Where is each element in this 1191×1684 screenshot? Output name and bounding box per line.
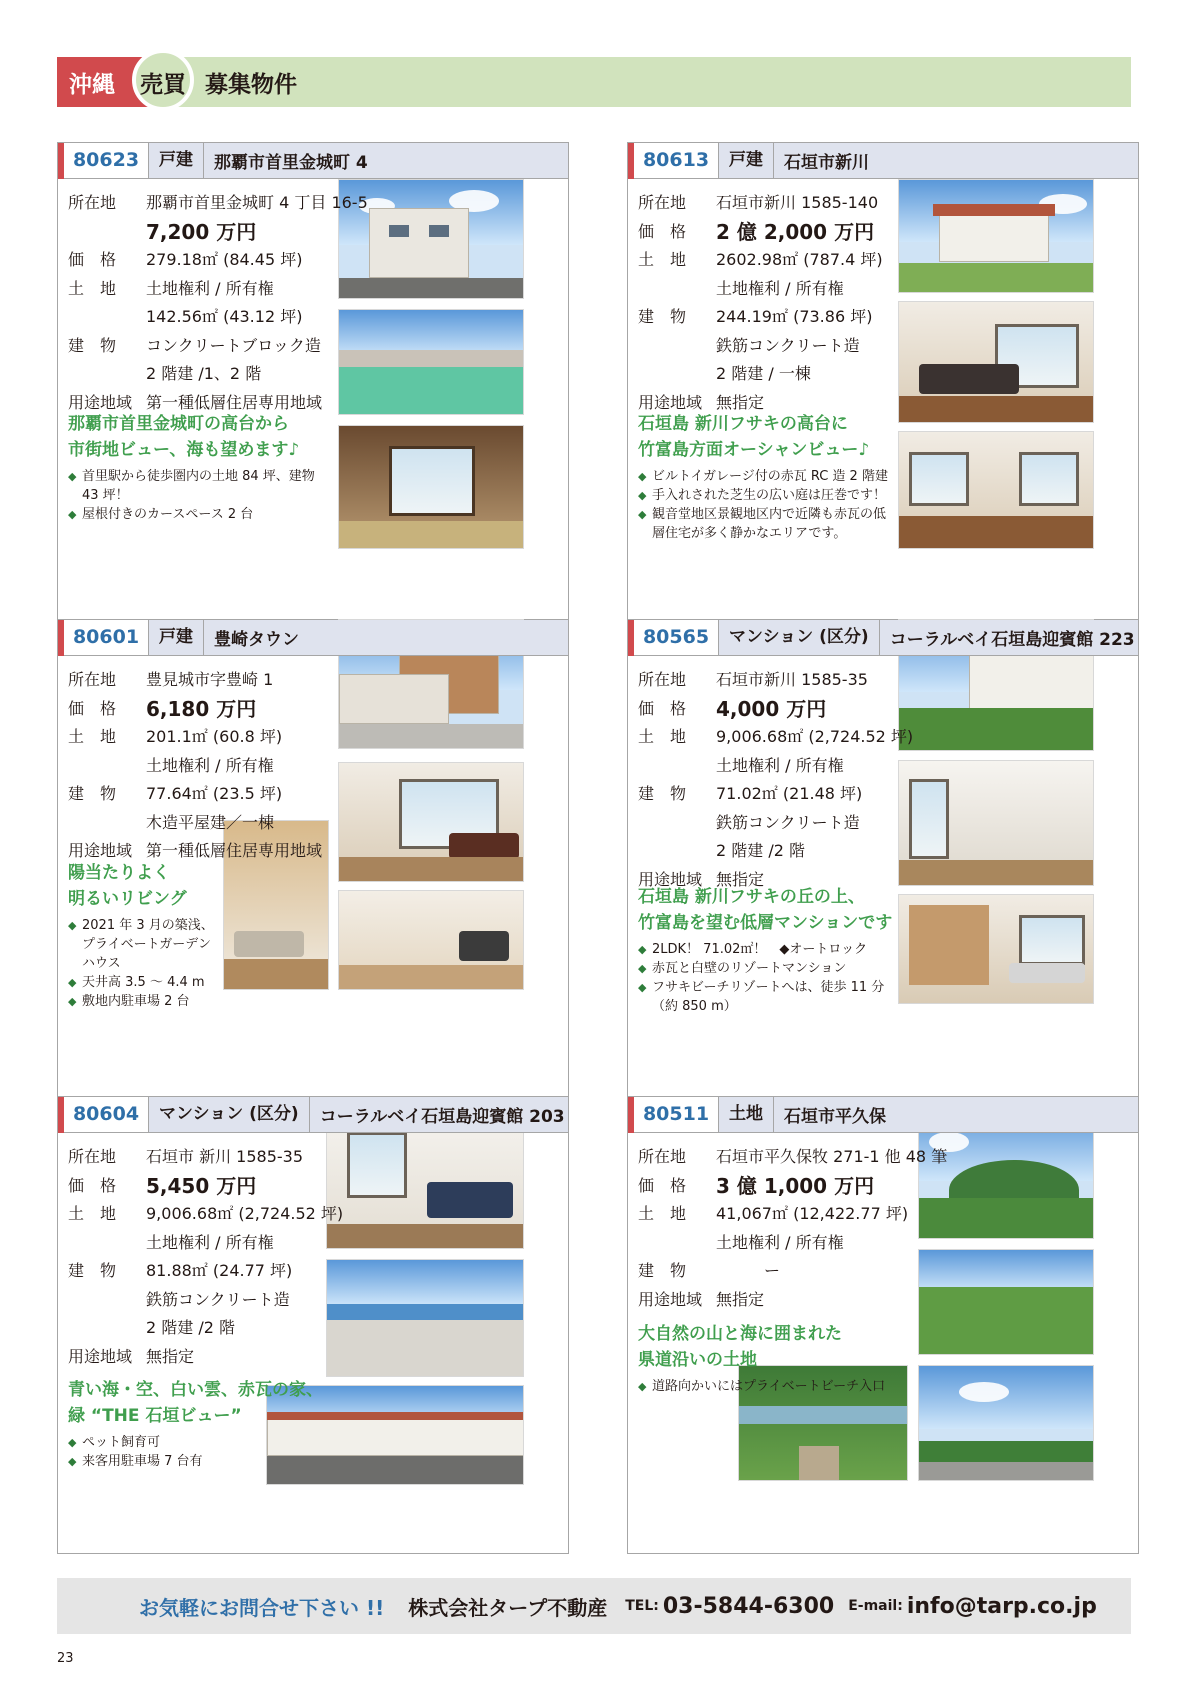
property-id[interactable]: 80565 <box>634 620 719 655</box>
spec-table <box>638 1143 948 1314</box>
spec-key: 用途地域 <box>638 392 703 412</box>
spec-key: 価 格 <box>68 698 117 718</box>
section-header <box>57 57 1131 107</box>
spec-row <box>638 1229 928 1258</box>
spec-key <box>638 275 716 304</box>
spec-key: 所在地 <box>68 193 117 212</box>
spec-row <box>68 246 358 275</box>
card-header <box>628 1097 1138 1133</box>
spec-value: 201.1㎡ (60.8 坪) <box>146 727 283 746</box>
feature-point: ◆ 赤瓦と白壁のリゾートマンション <box>638 959 893 978</box>
spec-key: 所在地 <box>638 670 687 689</box>
property-card-80601[interactable] <box>57 619 569 1097</box>
spec-row <box>638 1200 928 1229</box>
company-name: 株式会社タープ不動産 <box>408 1595 608 1620</box>
spec-key: 土 地 <box>638 1204 687 1223</box>
property-id[interactable]: 80601 <box>64 620 149 655</box>
spec-table <box>68 1143 358 1371</box>
spec-key: 価 格 <box>638 1175 687 1195</box>
spec-table <box>638 189 928 417</box>
spec-row <box>68 1143 358 1172</box>
spec-key <box>638 809 716 838</box>
property-kind: 戸建 <box>149 620 204 655</box>
headline-line: 石垣島 新川フサキの丘の上、 <box>638 887 865 907</box>
card-header <box>58 143 568 179</box>
headline-line: 石垣島 新川フサキの高台に <box>638 414 848 434</box>
spec-row <box>638 695 928 724</box>
spec-row <box>638 303 928 332</box>
spec-row <box>68 360 358 389</box>
spec-key: 所在地 <box>638 1147 687 1166</box>
contact-call-text: お気軽にお問合せ下さい !! <box>139 1595 385 1620</box>
spec-value: 279.18㎡ (84.45 坪) <box>146 250 303 269</box>
spec-key: 価 格 <box>68 250 117 269</box>
headline-line: 県道沿いの土地 <box>638 1350 757 1370</box>
feature-point: ◆ 2LDK！ 71.02㎡！ ◆オートロック <box>638 940 893 959</box>
spec-row <box>68 189 368 218</box>
spec-key: 用途地域 <box>68 841 133 860</box>
region-label: 沖縄 <box>69 72 115 98</box>
spec-key: 所在地 <box>68 670 117 689</box>
spec-row <box>68 1314 358 1343</box>
spec-key <box>68 1314 146 1343</box>
spec-row <box>638 1286 928 1315</box>
spec-row <box>68 1257 358 1286</box>
spec-value: 鉄筋コンクリート造 <box>716 812 860 832</box>
headline-line: 明るいリビング <box>68 889 187 909</box>
spec-key <box>68 1229 146 1258</box>
spec-value: コンクリートブロック造 <box>146 335 321 355</box>
headline-line: 那覇市首里金城町の高台から <box>68 414 289 434</box>
spec-row <box>638 780 928 809</box>
price-value: 4,000 万円 <box>716 696 827 721</box>
spec-key: 所在地 <box>638 193 687 212</box>
card-header <box>628 620 1138 656</box>
email-label: E-mail: <box>848 1598 903 1614</box>
spec-value: 木造平屋建／一棟 <box>146 812 275 832</box>
property-kind: マンション (区分) <box>719 620 880 655</box>
balcony-view-photo[interactable] <box>338 309 524 415</box>
spec-row <box>638 666 928 695</box>
spec-row <box>638 1172 928 1201</box>
feature-point: ◆ 道路向かいにはプライベートビーチ入口 <box>638 1377 893 1396</box>
spec-key: 価 格 <box>68 1175 117 1195</box>
property-id[interactable]: 80613 <box>634 143 719 178</box>
spec-value: 77.64㎡ (23.5 坪) <box>146 784 283 803</box>
spec-value: 142.56㎡ (43.12 坪) <box>146 307 303 326</box>
spec-key: 用途地域 <box>68 392 133 412</box>
spec-value: 244.19㎡ (73.86 坪) <box>716 307 873 326</box>
spec-row <box>638 360 928 389</box>
spec-value: 石垣市新川 1585-140 <box>716 193 879 212</box>
spec-row <box>638 189 928 218</box>
property-kind: マンション (区分) <box>149 1097 310 1132</box>
spec-value: 石垣市平久保牧 271-1 他 48 筆 <box>716 1147 948 1166</box>
spec-value: 2 階建 /1、2 階 <box>146 364 262 383</box>
spec-key <box>638 360 716 389</box>
spec-key <box>68 752 146 781</box>
property-card-80623[interactable] <box>57 142 569 620</box>
spec-row <box>638 218 928 247</box>
spec-key <box>638 752 716 781</box>
feature-point: ◆ 屋根付きのカースペース 2 台 <box>68 505 323 524</box>
spec-value: 2 階建 /2 階 <box>146 1318 236 1337</box>
headline-line: 緑 “THE 石垣ビュー” <box>68 1406 242 1426</box>
section-title: 募集物件 <box>205 72 297 98</box>
spec-key <box>68 218 146 247</box>
spec-value: 豊見城市字豊崎 1 <box>146 670 274 689</box>
spec-row <box>638 752 928 781</box>
spec-key: 建 物 <box>638 784 687 803</box>
spec-value: 土地権利 / 所有権 <box>716 278 844 298</box>
headline <box>638 1321 842 1373</box>
spec-row <box>68 666 358 695</box>
spec-row <box>68 695 358 724</box>
spec-value: 土地権利 / 所有権 <box>146 1232 274 1252</box>
page-number: 23 <box>57 1651 74 1666</box>
spec-key: 価 格 <box>638 698 687 718</box>
spec-key: 所在地 <box>68 1147 117 1166</box>
spec-key <box>68 360 146 389</box>
spec-row <box>68 809 358 838</box>
property-name: コーラルベイ石垣島迎賓館 203 <box>319 1107 565 1127</box>
spec-key: 価 格 <box>638 221 687 241</box>
property-card-80511[interactable] <box>627 1096 1139 1554</box>
kitchen-photo[interactable] <box>338 890 524 990</box>
spec-value: 41,067㎡ (12,422.77 坪) <box>716 1204 909 1223</box>
feature-points <box>638 940 893 1016</box>
feature-points <box>68 467 323 524</box>
spec-value: 2602.98㎡ (787.4 坪) <box>716 250 883 269</box>
property-card-80613[interactable] <box>627 142 1139 620</box>
feature-points <box>638 467 893 543</box>
spec-value: 鉄筋コンクリート造 <box>716 335 860 355</box>
property-card-80565[interactable] <box>627 619 1139 1097</box>
spec-value: 9,006.68㎡ (2,724.52 坪) <box>716 727 914 746</box>
spec-row <box>638 275 928 304</box>
grassland-photo[interactable] <box>918 1249 1094 1355</box>
feature-points <box>68 1433 323 1471</box>
spec-key <box>68 809 146 838</box>
property-name: 石垣市新川 <box>784 153 869 173</box>
feature-point: ◆ 2021 年 3 月の築浅、プライベートガーデンハウス <box>68 916 218 973</box>
spec-value: 2 階建 /2 階 <box>716 841 806 860</box>
spec-key <box>638 1229 716 1258</box>
feature-points <box>638 1377 893 1396</box>
spec-row <box>638 332 928 361</box>
headline-line: 竹富島方面オーシャンビュー♪ <box>638 440 870 460</box>
spec-row <box>68 752 358 781</box>
headline-line: 市街地ビュー、海も望めます♪ <box>68 440 300 460</box>
property-card-80604[interactable] <box>57 1096 569 1554</box>
spec-key: 用途地域 <box>638 1289 703 1309</box>
spec-table <box>68 189 368 417</box>
spec-value: 9,006.68㎡ (2,724.52 坪) <box>146 1204 344 1223</box>
spec-key: 建 物 <box>638 1261 687 1280</box>
price-value: 2 億 2,000 万円 <box>716 219 875 244</box>
spec-table <box>638 666 928 894</box>
living-sofa-photo[interactable] <box>338 762 524 882</box>
spec-row <box>68 1229 358 1258</box>
headline-line: 青い海・空、白い雲、赤瓦の家、 <box>68 1380 323 1400</box>
feature-point: ◆ フサキビーチリゾートへは、徒歩 11 分（約 850 m） <box>638 978 893 1016</box>
headline-line: 竹富島を望む低層マンションです <box>638 913 893 933</box>
spec-row <box>638 246 928 275</box>
spec-key: 土 地 <box>68 278 117 298</box>
card-header <box>58 620 568 656</box>
spec-row <box>68 332 358 361</box>
property-name: 石垣市平久保 <box>784 1107 886 1127</box>
property-id[interactable]: 80623 <box>64 143 149 178</box>
roadside-land-photo[interactable] <box>918 1365 1094 1481</box>
spec-value: 第一種低層住居専用地域 <box>146 841 323 860</box>
feature-point: ◆ 敷地内駐車場 2 台 <box>68 992 218 1011</box>
spec-key: 用途地域 <box>638 869 703 889</box>
condo-living-photo[interactable] <box>898 894 1094 1004</box>
headline-line: 大自然の山と海に囲まれた <box>638 1324 842 1344</box>
spec-value: 無指定 <box>146 1346 195 1366</box>
spec-value: 土地権利 / 所有権 <box>716 755 844 775</box>
spec-value: 石垣市新川 1585-35 <box>716 670 868 689</box>
price-value: 3 億 1,000 万円 <box>716 1173 875 1198</box>
spec-row <box>68 723 358 752</box>
spec-row <box>68 218 358 247</box>
spec-value: 那覇市首里金城町 4 丁目 16-5 <box>146 193 368 212</box>
tel-label: TEL: <box>625 1598 659 1614</box>
spec-key: 建 物 <box>638 307 687 326</box>
spec-key: 建 物 <box>68 784 117 803</box>
spec-row <box>638 809 928 838</box>
headline <box>638 411 869 463</box>
feature-point: ◆ 天井高 3.5 ～ 4.4 m <box>68 973 218 992</box>
tel-number[interactable]: 03-5844-6300 <box>662 1593 835 1619</box>
price-value: 6,180 万円 <box>146 696 257 721</box>
spec-key: 土 地 <box>68 1204 117 1223</box>
price-value: 7,200 万円 <box>146 219 257 244</box>
headline <box>638 884 892 936</box>
spec-row <box>638 837 928 866</box>
headline-line: 陽当たりよく <box>68 863 170 883</box>
price-value: 5,450 万円 <box>146 1173 257 1198</box>
spec-row <box>68 1286 358 1315</box>
headline <box>68 411 299 463</box>
spec-value: 土地権利 / 所有権 <box>716 1232 844 1252</box>
spec-value: 石垣市 新川 1585-35 <box>146 1147 304 1166</box>
spec-row <box>68 780 358 809</box>
card-header <box>628 143 1138 179</box>
feature-point: ◆ 手入れされた芝生の広い庭は圧巻です！ <box>638 486 893 505</box>
property-id[interactable]: 80604 <box>64 1097 149 1132</box>
spec-table <box>68 666 358 866</box>
spec-key <box>68 1286 146 1315</box>
contact-footer <box>57 1578 1131 1634</box>
feature-point: ◆ ビルトイガレージ付の赤瓦 RC 造 2 階建 <box>638 467 893 486</box>
spec-row <box>638 1257 928 1286</box>
spec-row <box>68 1200 358 1229</box>
spec-value: 鉄筋コンクリート造 <box>146 1289 290 1309</box>
property-name: 那覇市首里金城町 4 <box>214 153 368 173</box>
feature-point: ◆ ペット飼育可 <box>68 1433 323 1452</box>
feature-points <box>68 916 218 1011</box>
spec-value: 81.88㎡ (24.77 坪) <box>146 1261 293 1280</box>
spec-value: 第一種低層住居専用地域 <box>146 392 323 412</box>
spec-row <box>68 303 358 332</box>
feature-point: ◆ 観音堂地区景観地区内で近隣も赤瓦の低層住宅が多く静かなエリアです。 <box>638 505 893 543</box>
spec-value: 無指定 <box>716 1289 765 1309</box>
spec-key: 土 地 <box>638 727 687 746</box>
spec-value: ー <box>716 1261 781 1280</box>
spec-value: 無指定 <box>716 869 765 889</box>
spec-value: 土地権利 / 所有権 <box>146 755 274 775</box>
spec-key: 建 物 <box>68 1261 117 1280</box>
spec-key <box>638 837 716 866</box>
spec-value: 無指定 <box>716 392 765 412</box>
spec-value: 71.02㎡ (21.48 坪) <box>716 784 863 803</box>
property-kind: 戸建 <box>719 143 774 178</box>
property-kind: 戸建 <box>149 143 204 178</box>
spec-key <box>68 303 146 332</box>
property-name: コーラルベイ石垣島迎賓館 223 <box>889 630 1135 650</box>
spec-row <box>68 275 358 304</box>
property-name: 豊崎タウン <box>214 630 299 650</box>
spec-key <box>638 332 716 361</box>
living-room-photo[interactable] <box>898 431 1094 549</box>
spec-row <box>68 1343 358 1372</box>
spec-key: 建 物 <box>68 335 117 355</box>
feature-point: ◆ 首里駅から徒歩圏内の土地 84 坪、建物 43 坪！ <box>68 467 323 505</box>
card-header <box>58 1097 568 1133</box>
spec-row <box>638 1143 948 1172</box>
spec-key: 土 地 <box>68 727 117 746</box>
deal-type-label: 売買 <box>140 72 186 98</box>
spec-key: 土 地 <box>638 250 687 269</box>
email-address[interactable]: info@tarp.co.jp <box>906 1593 1097 1619</box>
property-id[interactable]: 80511 <box>634 1097 719 1132</box>
spec-row <box>638 723 928 752</box>
spec-value: 2 階建 / 一棟 <box>716 364 811 383</box>
spec-key: 用途地域 <box>68 1346 133 1366</box>
headline <box>68 1377 323 1429</box>
spec-value: 土地権利 / 所有権 <box>146 278 274 298</box>
spec-row <box>68 1172 358 1201</box>
headline <box>68 860 218 912</box>
feature-point: ◆ 来客用駐車場 7 台有 <box>68 1452 323 1471</box>
tatami-room-photo[interactable] <box>338 425 524 549</box>
property-kind: 土地 <box>719 1097 774 1132</box>
